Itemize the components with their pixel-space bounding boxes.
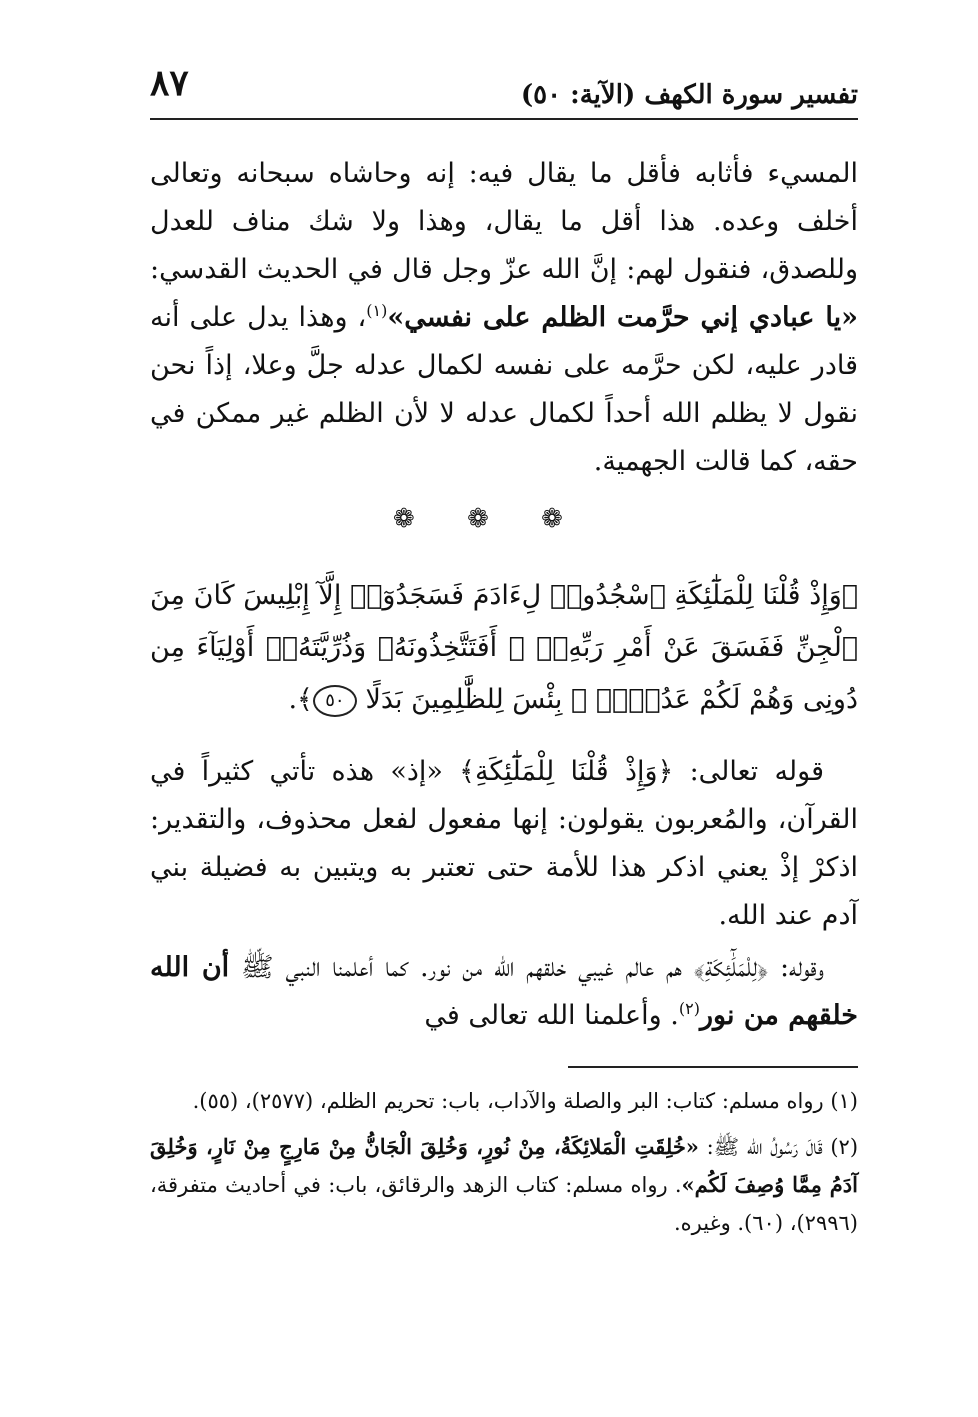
paragraph-1	[150, 150, 858, 486]
footnotes	[150, 1082, 858, 1250]
footnote-1: (١) رواه مسلم: كتاب: البر والصلة والآداب، باب: تحريم الظلم، (٢٥٧٧)، (٥٥).	[192, 1089, 858, 1113]
footnote-2-lead: (٢) قَالَ رَسُولُ الله ﷺ:	[698, 1135, 859, 1159]
page-header	[150, 62, 858, 120]
ayah-number-marker: ٥٠	[313, 685, 357, 717]
paragraph-1-text-b: ، وهذا يدل على أنه قادر عليه، لكن حرَّمه على نفسه لكمال عدله جلَّ وعلا، إذاً نحن نقول لا يظلم الله أحداً لكمال عدله لا لأن الظلم غير ممكن في حقه، كما قالت الجهمية.	[150, 302, 858, 477]
section-divider	[0, 504, 978, 534]
hadith-quote: «يا عبادي إني حرَّمت الظلم على نفسي»	[387, 302, 858, 333]
flower-ornament-icon: ❁	[393, 504, 437, 534]
footnote-ref-2: (٢)	[678, 999, 700, 1018]
footnote-ref-1: (١)	[366, 301, 388, 320]
paragraph-3-bold: أن الله خلقهم من نور	[150, 952, 858, 1031]
page-number: ٨٧	[150, 62, 189, 104]
verse-text: ﴿وَإِذْ قُلْنَا لِلْمَلَٰٓئِكَةِ ٱسْجُدُوا۟ لِءَادَمَ فَسَجَدُوٓا۟ إِلَّآ إِبْلِيسَ كَانَ مِنَ ٱلْجِنِّ فَفَسَقَ عَنْ أَمْرِ رَبِّهِۦٓ ۗ أَفَتَتَّخِذُونَهُۥ وَذُرِّيَّتَهُۥٓ أَوْلِيَآءَ مِن دُونِى وَهُمْ لَكُمْ عَدُوٌّۢ ۚ بِئْسَ لِلظَّٰلِمِينَ بَدَلًا	[150, 580, 858, 715]
footnote-separator	[568, 1066, 858, 1068]
verse-closing: ﴾.	[288, 684, 313, 715]
paragraph-3-text-a: وقوله: ﴿لِلْمَلَٰٓئِكَةِ﴾ هم عالم غيبي خلقهم الله من نور. كما أعلمنا النبي ﷺ	[229, 952, 824, 983]
footnote-2-tail: . رواه مسلم: كتاب الزهد والرقائق، باب: في أحاديث متفرقة، (٢٩٩٦)، (٦٠). وغيره.	[150, 1173, 858, 1235]
paragraph-2: قوله تعالى: ﴿وَإِذْ قُلْنَا لِلْمَلَٰٓئِكَةِ﴾ «إذ» هذه تأتي كثيراً في القرآن، والمُعربون يقولون: إنها مفعول لفعل محذوف، والتقدير: اذكرْ إذْ يعني اذكر هذا للأمة حتى تعتبر به ويتبين به فضيلة بني آدم عند الله.	[150, 756, 858, 931]
flower-ornament-icon: ❁	[467, 504, 511, 534]
quran-verse	[150, 570, 858, 726]
running-title: تفسير سورة الكهف (الآية: ٥٠)	[520, 80, 858, 110]
paragraph-3	[150, 944, 858, 1040]
footnote-2-hadith: «خُلِقَتِ الْمَلائِكَةُ، مِنْ نُورٍ، وَخُلِقَ الْجَانُّ مِنْ مَارِجٍ مِنْ نَارٍ، وَخُلِقَ آدَمُ مِمَّا وُصِفَ لَكُم»	[150, 1134, 858, 1197]
flower-ornament-icon: ❁	[541, 504, 585, 534]
paragraph-1-text-a: المسيء فأثابه فأقل ما يقال فيه: إنه وحاشاه سبحانه وتعالى أخلف وعده. هذا أقل ما يقال، وهذا ولا شك مناف للعدل وللصدق، فنقول لهم: إنَّ الله عزّ وجل قال في الحديث القدسي:	[150, 158, 858, 285]
footnote-2	[150, 1128, 858, 1242]
paragraph-3-text-b: . وأعلمنا الله تعالى في	[424, 1000, 679, 1031]
